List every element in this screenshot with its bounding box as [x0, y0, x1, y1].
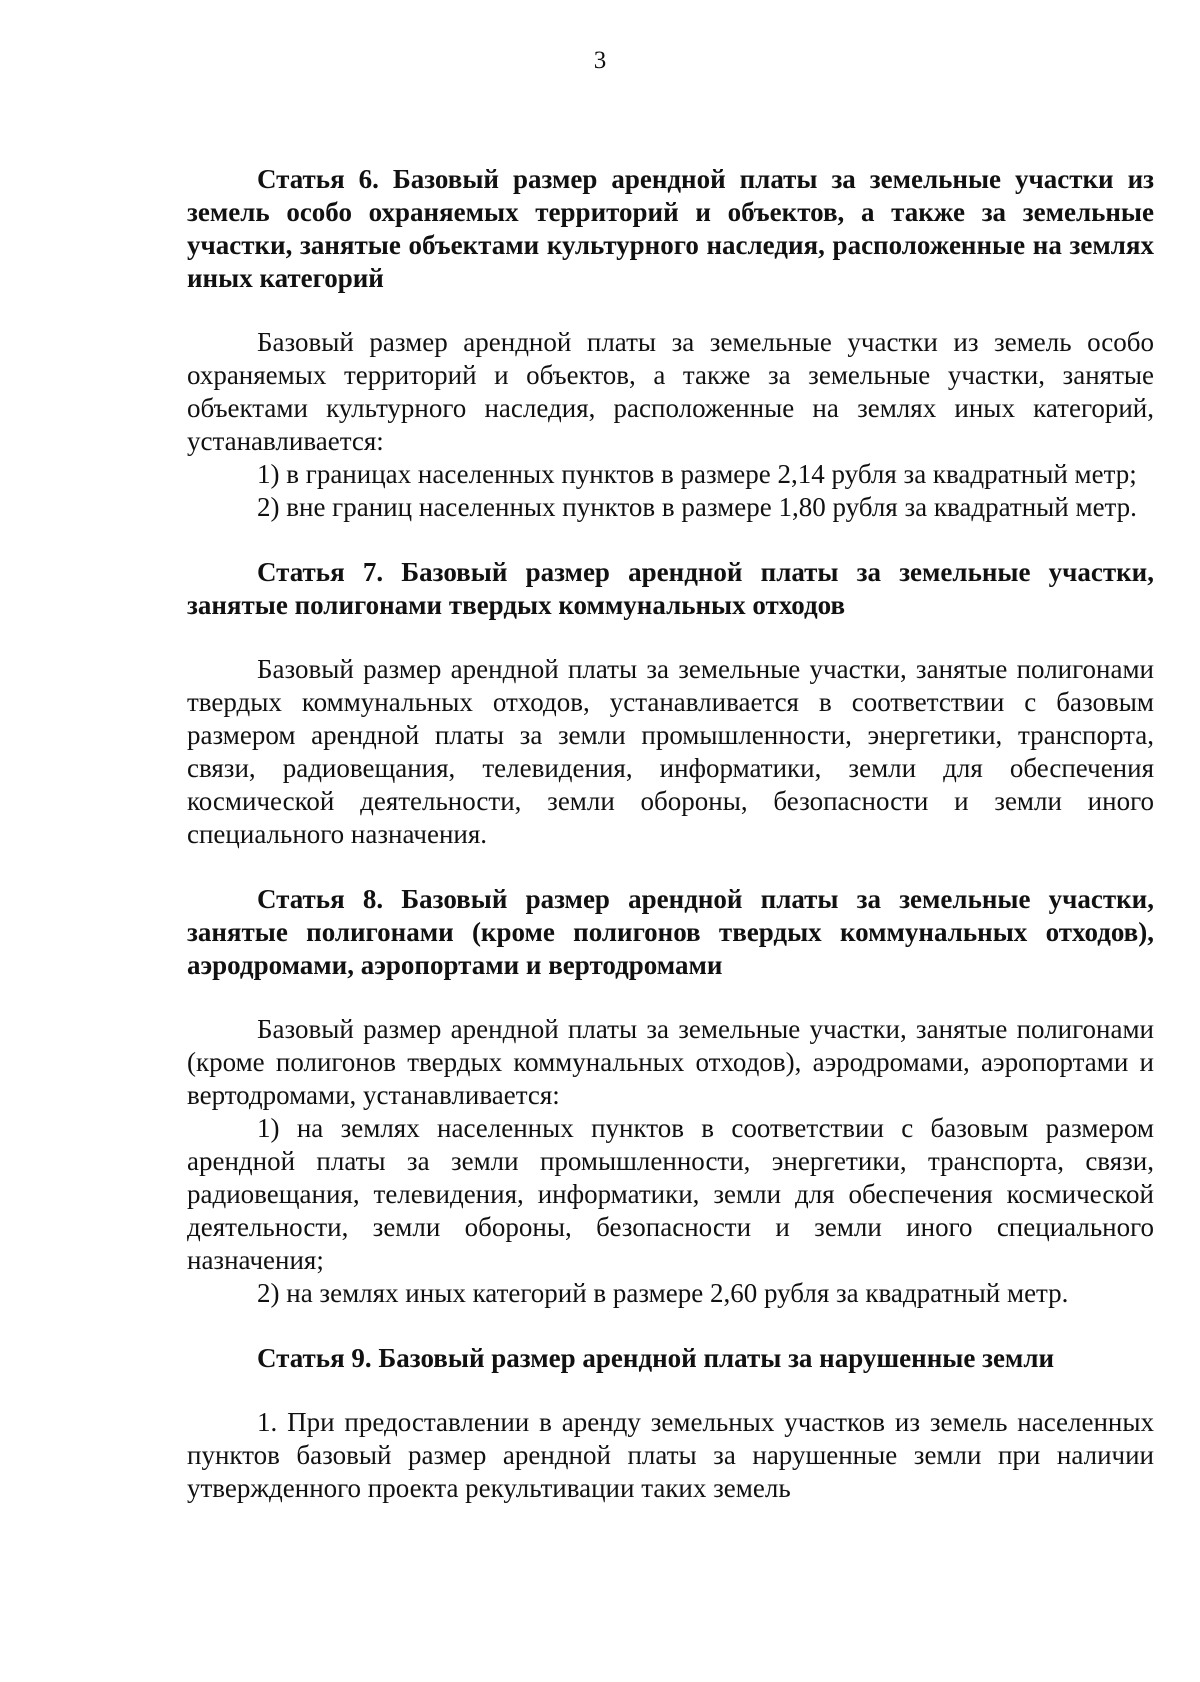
- article-heading: Статья 6. Базовый размер арендной платы за земельные участки из земель особо охраняемых территорий и объектов, а также за земельные участки, занятые объектами культурного наследия, расположенные на землях иных категорий: [187, 164, 1154, 293]
- article-9: [187, 1342, 1154, 1505]
- article-heading: Статья 8. Базовый размер арендной платы за земельные участки, занятые полигонами (кроме полигонов твердых коммунальных отходов), аэродромами, аэропортами и вертодромами: [187, 884, 1154, 980]
- document-body: [187, 163, 1154, 1505]
- article-paragraph: 2) вне границ населенных пунктов в размере 1,80 рубля за квадратный метр.: [257, 492, 1137, 522]
- article-paragraph: Базовый размер арендной платы за земельные участки, занятые полигонами твердых коммунальных отходов, устанавливается в соответствии с базовым размером арендной платы за земли промышленности, энергетики, транспорта, связи, радиовещания, телевидения, информатики, земли для обеспечения космической деятельности, земли обороны, безопасности и земли иного специального назначения.: [187, 654, 1154, 849]
- article-heading: Статья 7. Базовый размер арендной платы за земельные участки, занятые полигонами твердых коммунальных отходов: [187, 557, 1154, 620]
- article-heading: Статья 9. Базовый размер арендной платы за нарушенные земли: [257, 1343, 1055, 1373]
- article-paragraph: Базовый размер арендной платы за земельные участки из земель особо охраняемых территорий и объектов, а также за земельные участки, занятые объектами культурного наследия, расположенные на землях иных категорий, устанавливается:: [187, 327, 1154, 456]
- article-paragraph: 1. При предоставлении в аренду земельных участков из земель населенных пунктов базовый размер арендной платы за нарушенные земли при наличии утвержденного проекта рекультивации таких земель: [187, 1407, 1154, 1503]
- article-paragraph: Базовый размер арендной платы за земельные участки, занятые полигонами (кроме полигонов твердых коммунальных отходов), аэродромами, аэропортами и вертодромами, устанавливается:: [187, 1014, 1154, 1110]
- page-number: 3: [593, 47, 607, 74]
- article-paragraph: 1) на землях населенных пунктов в соответствии с базовым размером арендной платы за земли промышленности, энергетики, транспорта, связи, радиовещания, телевидения, информатики, земли для обеспечения космической деятельности, земли обороны, безопасности и земли иного специального назначения;: [187, 1113, 1154, 1275]
- article-6: [187, 163, 1154, 524]
- article-paragraph: 2) на землях иных категорий в размере 2,60 рубля за квадратный метр.: [257, 1278, 1069, 1308]
- article-7: [187, 556, 1154, 851]
- article-paragraph: 1) в границах населенных пунктов в размере 2,14 рубля за квадратный метр;: [257, 459, 1137, 489]
- article-8: [187, 883, 1154, 1310]
